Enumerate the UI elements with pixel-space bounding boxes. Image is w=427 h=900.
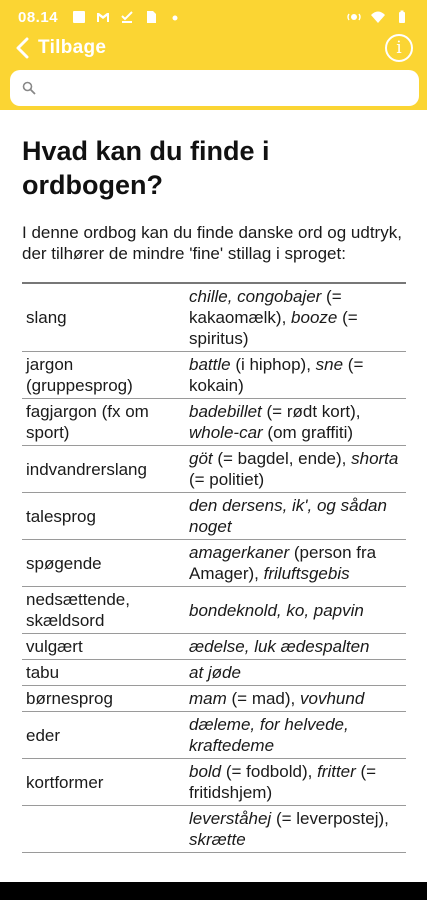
example-word: bondeknold, ko, papvin bbox=[189, 600, 364, 620]
dot-icon bbox=[168, 10, 182, 24]
register-category: tabu bbox=[22, 660, 187, 686]
example-word: chille, congobajer bbox=[189, 287, 322, 306]
register-example bbox=[187, 712, 406, 759]
example-gloss: (= bagdel, ende), bbox=[212, 449, 352, 468]
table-row bbox=[22, 587, 406, 634]
register-category: børnesprog bbox=[22, 686, 187, 712]
register-category bbox=[22, 806, 187, 853]
table-row bbox=[22, 634, 406, 660]
register-example bbox=[187, 660, 406, 686]
table-row bbox=[22, 493, 406, 540]
back-label: Tilbage bbox=[38, 37, 107, 58]
app-header bbox=[0, 0, 427, 110]
table-row bbox=[22, 540, 406, 587]
table-row bbox=[22, 686, 406, 712]
notification-square-icon bbox=[72, 10, 86, 24]
example-gloss: (person fra Amager), bbox=[189, 543, 377, 583]
back-arrow-icon bbox=[14, 37, 30, 59]
vibrate-icon bbox=[347, 10, 361, 24]
register-example bbox=[187, 283, 406, 352]
example-gloss: (= fritidshjem) bbox=[189, 762, 377, 802]
register-category: talesprog bbox=[22, 493, 187, 540]
back-button[interactable] bbox=[14, 37, 106, 59]
register-category: fagjargon (fx om sport) bbox=[22, 399, 187, 446]
example-gloss: (= kakaomælk), bbox=[189, 287, 342, 327]
register-category: slang bbox=[22, 283, 187, 352]
register-example bbox=[187, 806, 406, 853]
example-gloss: (om graffiti) bbox=[262, 423, 354, 442]
register-example bbox=[187, 399, 406, 446]
example-word: den dersens, ik', og sådan noget bbox=[189, 496, 387, 536]
system-navigation-bar bbox=[0, 882, 427, 900]
page-title: Hvad kan du finde i ordbogen? bbox=[22, 136, 270, 200]
register-example bbox=[187, 446, 406, 493]
register-category: eder bbox=[22, 712, 187, 759]
battery-icon bbox=[395, 10, 409, 24]
status-bar bbox=[0, 0, 427, 34]
example-word: mam bbox=[189, 689, 227, 708]
example-word: battle bbox=[189, 355, 231, 374]
example-word: whole-car bbox=[189, 423, 263, 442]
example-word: sne bbox=[315, 355, 344, 374]
table-row bbox=[22, 806, 406, 853]
status-time: 08.14 bbox=[18, 8, 59, 26]
main-content bbox=[0, 110, 427, 882]
gmail-icon bbox=[96, 10, 110, 24]
toolbar bbox=[0, 30, 427, 66]
register-example bbox=[187, 493, 406, 540]
table-row bbox=[22, 712, 406, 759]
register-example bbox=[187, 634, 406, 660]
example-gloss: (= rødt kort), bbox=[261, 402, 361, 421]
info-button[interactable] bbox=[385, 34, 413, 62]
table-row bbox=[22, 283, 406, 352]
table-row bbox=[22, 399, 406, 446]
example-word: ædelse, luk ædespalten bbox=[189, 637, 370, 656]
example-gloss: (= politiet) bbox=[189, 470, 265, 489]
wifi-icon bbox=[371, 10, 385, 24]
example-word: amagerkaner bbox=[189, 543, 290, 562]
intro-text: I denne ordbog kan du finde danske ord og udtryk, der tilhører de mindre 'fine' stillag i sproget: bbox=[22, 223, 402, 263]
example-word: at jøde bbox=[189, 663, 241, 682]
example-word: shorta bbox=[351, 449, 399, 468]
example-gloss: (i hiphop), bbox=[230, 355, 316, 374]
example-gloss: (= leverpostej), bbox=[271, 809, 389, 828]
register-example bbox=[187, 352, 406, 399]
download-done-icon bbox=[120, 10, 134, 24]
register-category: vulgært bbox=[22, 634, 187, 660]
register-example bbox=[187, 686, 406, 712]
table-row bbox=[22, 660, 406, 686]
example-word: dæleme, for helvede, kraftedeme bbox=[189, 715, 349, 755]
example-gloss: (= mad), bbox=[226, 689, 300, 708]
register-category: spøgende bbox=[22, 540, 187, 587]
register-example bbox=[187, 540, 406, 587]
example-word: booze bbox=[291, 308, 338, 327]
search-bar[interactable] bbox=[10, 70, 419, 106]
table-row bbox=[22, 759, 406, 806]
example-gloss: (= kokain) bbox=[189, 355, 364, 395]
example-word: bold bbox=[189, 762, 222, 781]
register-category: indvandrerslang bbox=[22, 446, 187, 493]
example-word: leverståhej bbox=[189, 809, 272, 828]
example-gloss: (= fodbold), bbox=[221, 762, 318, 781]
table-row bbox=[22, 352, 406, 399]
search-input[interactable] bbox=[44, 80, 404, 97]
register-category: nedsættende, skældsord bbox=[22, 587, 187, 634]
register-category: jargon (gruppesprog) bbox=[22, 352, 187, 399]
register-example bbox=[187, 587, 406, 634]
example-gloss: (= spiritus) bbox=[189, 308, 358, 348]
example-word: göt bbox=[189, 449, 213, 468]
example-word: vovhund bbox=[300, 689, 365, 708]
register-example bbox=[187, 759, 406, 806]
search-icon bbox=[22, 81, 36, 95]
register-table bbox=[22, 282, 406, 853]
example-word: fritter bbox=[317, 762, 356, 781]
sim-icon bbox=[144, 10, 158, 24]
example-word: friluftsgebis bbox=[263, 564, 350, 583]
register-category: kortformer bbox=[22, 759, 187, 806]
table-row bbox=[22, 446, 406, 493]
example-word: badebillet bbox=[189, 402, 262, 421]
example-word: skrætte bbox=[189, 830, 246, 849]
info-icon: i bbox=[396, 38, 402, 58]
